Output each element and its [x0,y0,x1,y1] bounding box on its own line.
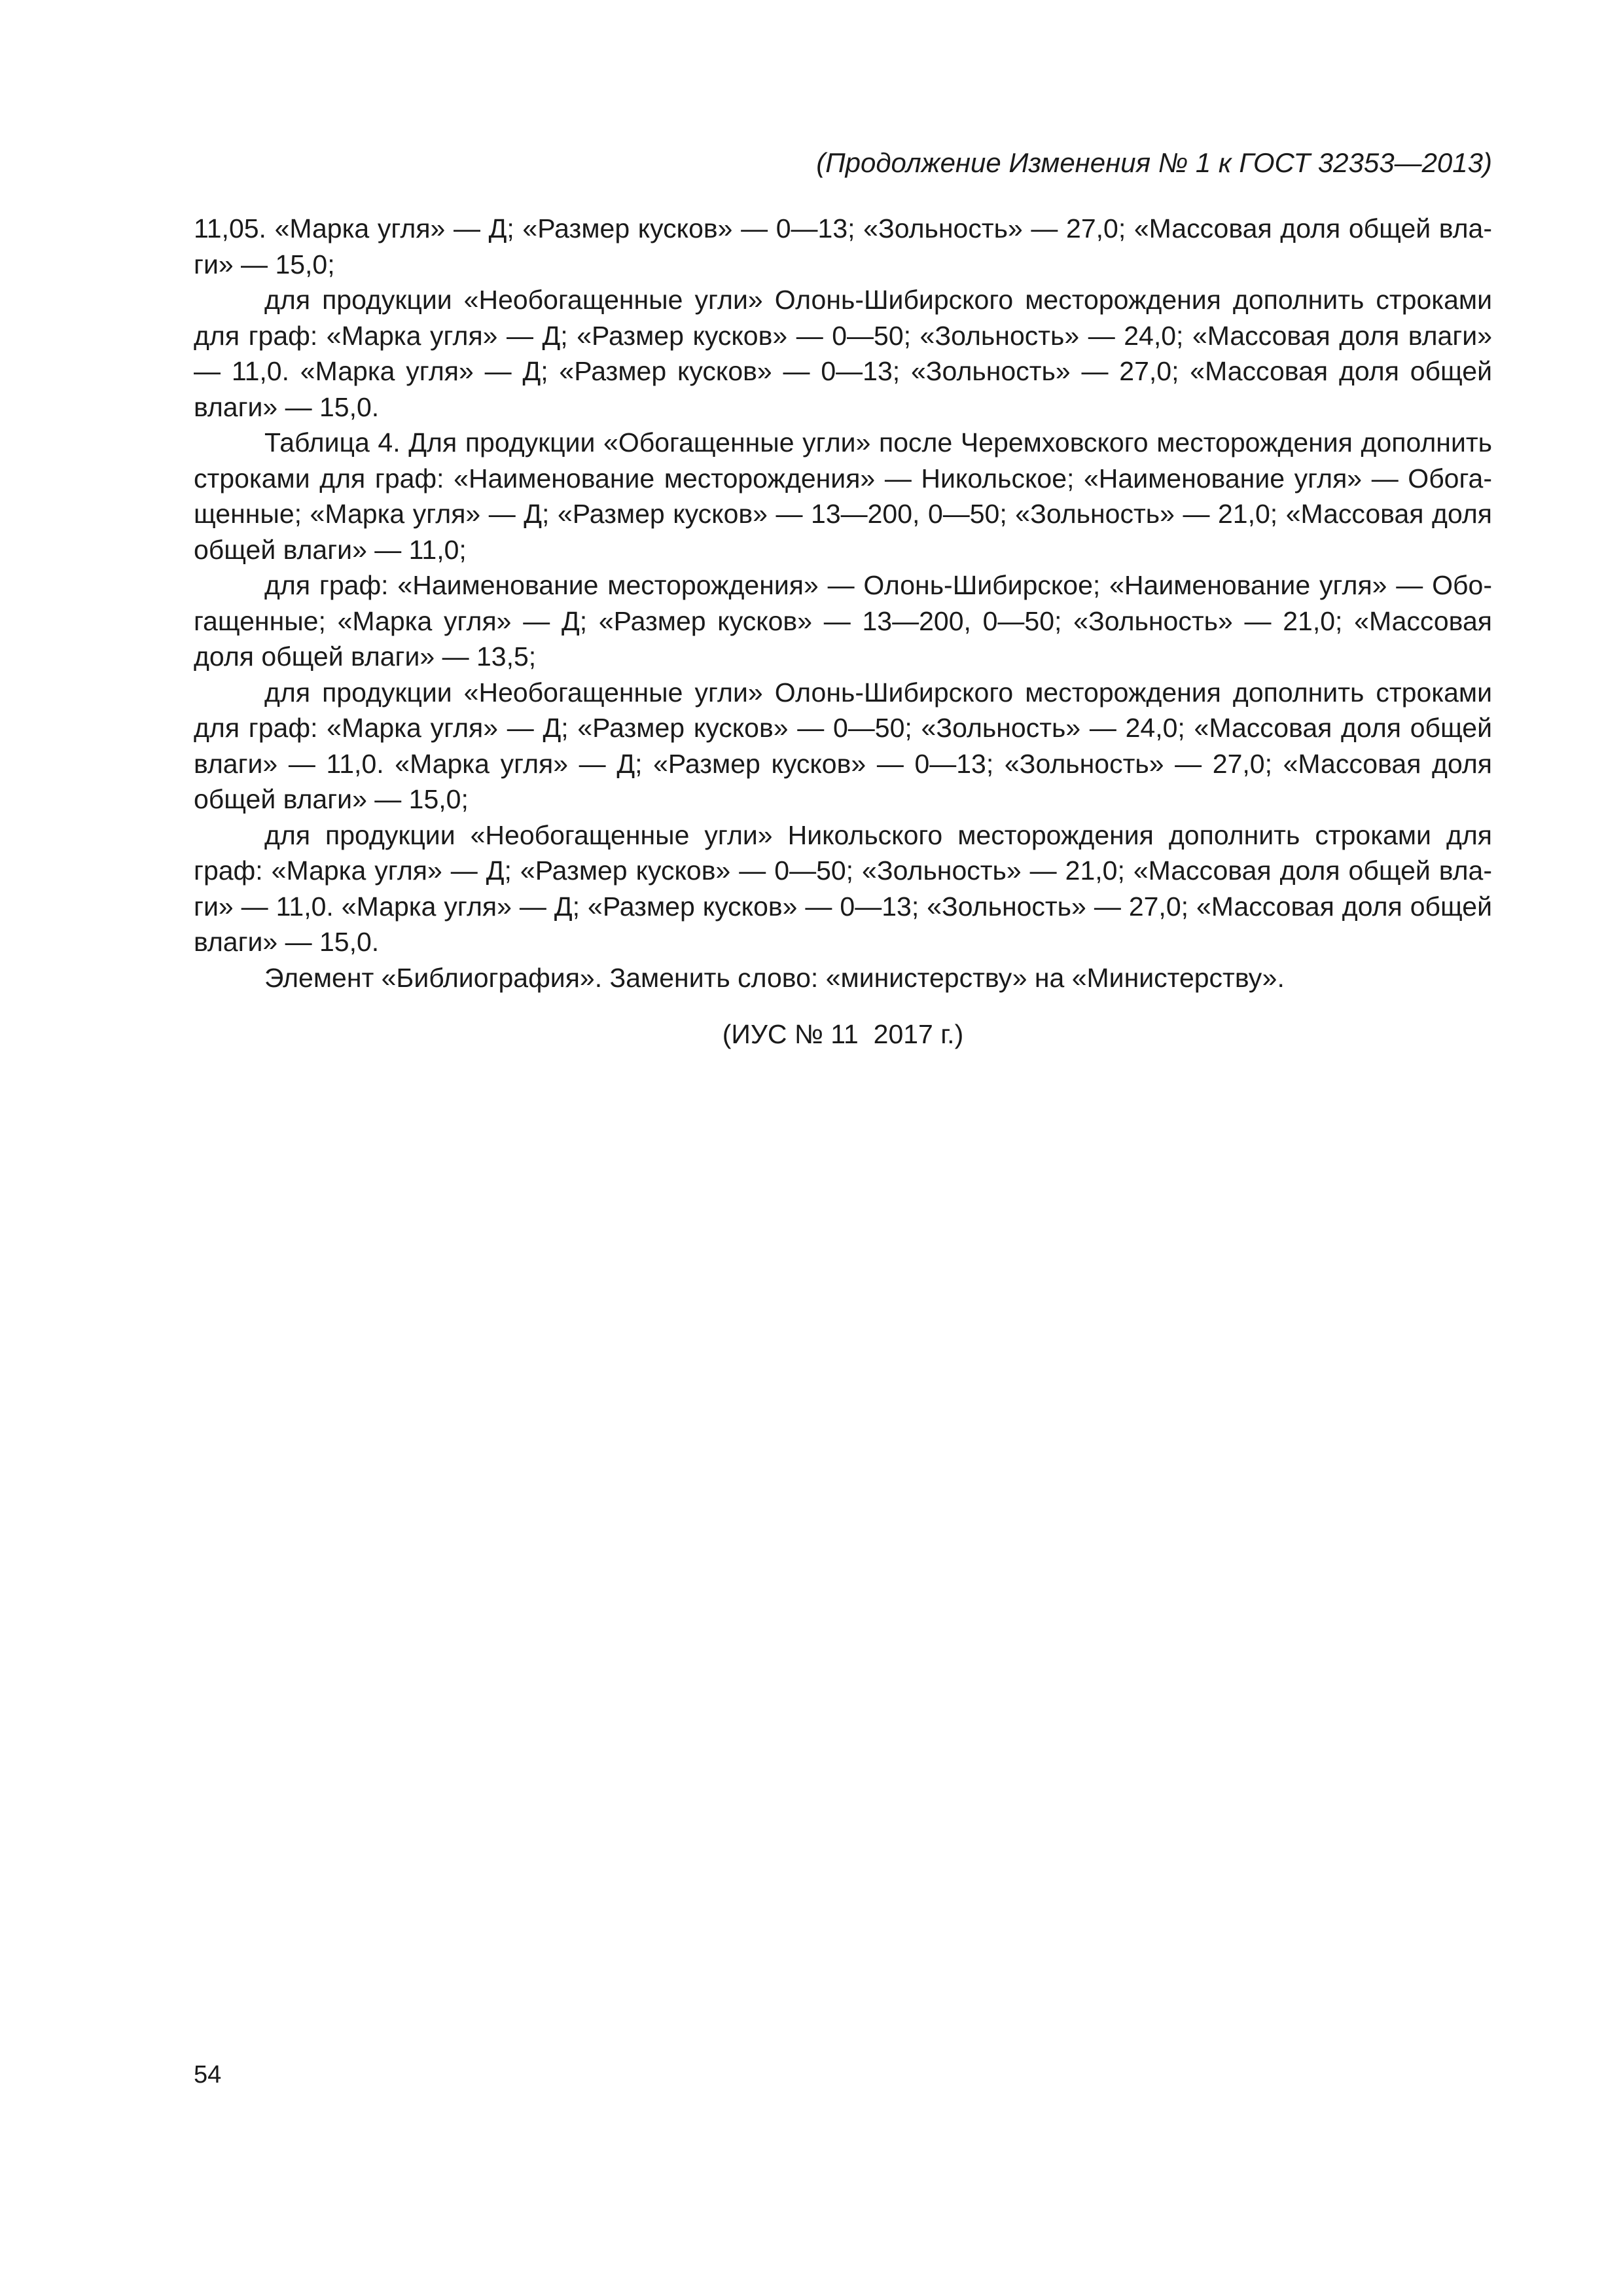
paragraph-2: для продукции «Необогащенные угли» Олонь-Шибирского месторождения дополнить строками для граф: «Марка угля» — Д; «Размер кусков» — 0—50; «Зольность» — 24,0; «Массовая доля влаги» — 11,0. «Марка угля» — Д; «Размер кусков» — 0—13; «Зольность» — 27,0; «Массовая доля общей влаги» — 15,0. [194,285,1492,422]
source-note: (ИУС № 11 2017 г.) [722,1019,964,1049]
page-number: 54 [194,2061,222,2089]
paragraph-5: для продукции «Необогащенные угли» Олонь-Шибирского месторождения дополнить строками для граф: «Марка угля» — Д; «Размер кусков» — 0—50; «Зольность» — 24,0; «Массовая доля общей влаги» — 11,0. «Марка угля» — Д; «Размер кусков» — 0—13; «Зольность» — 27,0; «Массовая доля общей влаги» — 15,0; [194,677,1492,814]
paragraph-7: Элемент «Библиография». Заменить слово: «министерству» на «Министерству». [264,962,1285,993]
paragraph-3: Таблица 4. Для продукции «Обогащенные угли» после Черемховского месторождения дополнить строками для граф: «Наименование месторождения» — Никольское; «Наименование угля» — Обогащенные; «Марка угля» — Д; «Размер кусков» — 13—200, 0—50; «Зольность» — 21,0; «Массовая доля общей влаги» — 11,0; [194,427,1492,565]
paragraph-6: для продукции «Необогащенные угли» Никольского месторождения дополнить строками для граф: «Марка угля» — Д; «Размер кусков» — 0—50; «Зольность» — 21,0; «Массовая доля общей влаги» — 11,0. «Марка угля» — Д; «Размер кусков» — 0—13; «Зольность» — 27,0; «Массовая доля общей влаги» — 15,0. [194,819,1492,957]
continuation-header: (Продолжение Изменения № 1 к ГОСТ 32353—2013) [816,147,1492,178]
document-body [194,211,1492,1052]
paragraph-1: 11,05. «Марка угля» — Д; «Размер кусков» — 0—13; «Зольность» — 27,0; «Массовая доля общей влаги» — 15,0; [194,213,1492,279]
paragraph-4: для граф: «Наименование месторождения» — Олонь-Шибирское; «Наименование угля» — Обогащенные; «Марка угля» — Д; «Размер кусков» — 13—200, 0—50; «Зольность» — 21,0; «Массовая доля общей влаги» — 13,5; [194,570,1492,672]
